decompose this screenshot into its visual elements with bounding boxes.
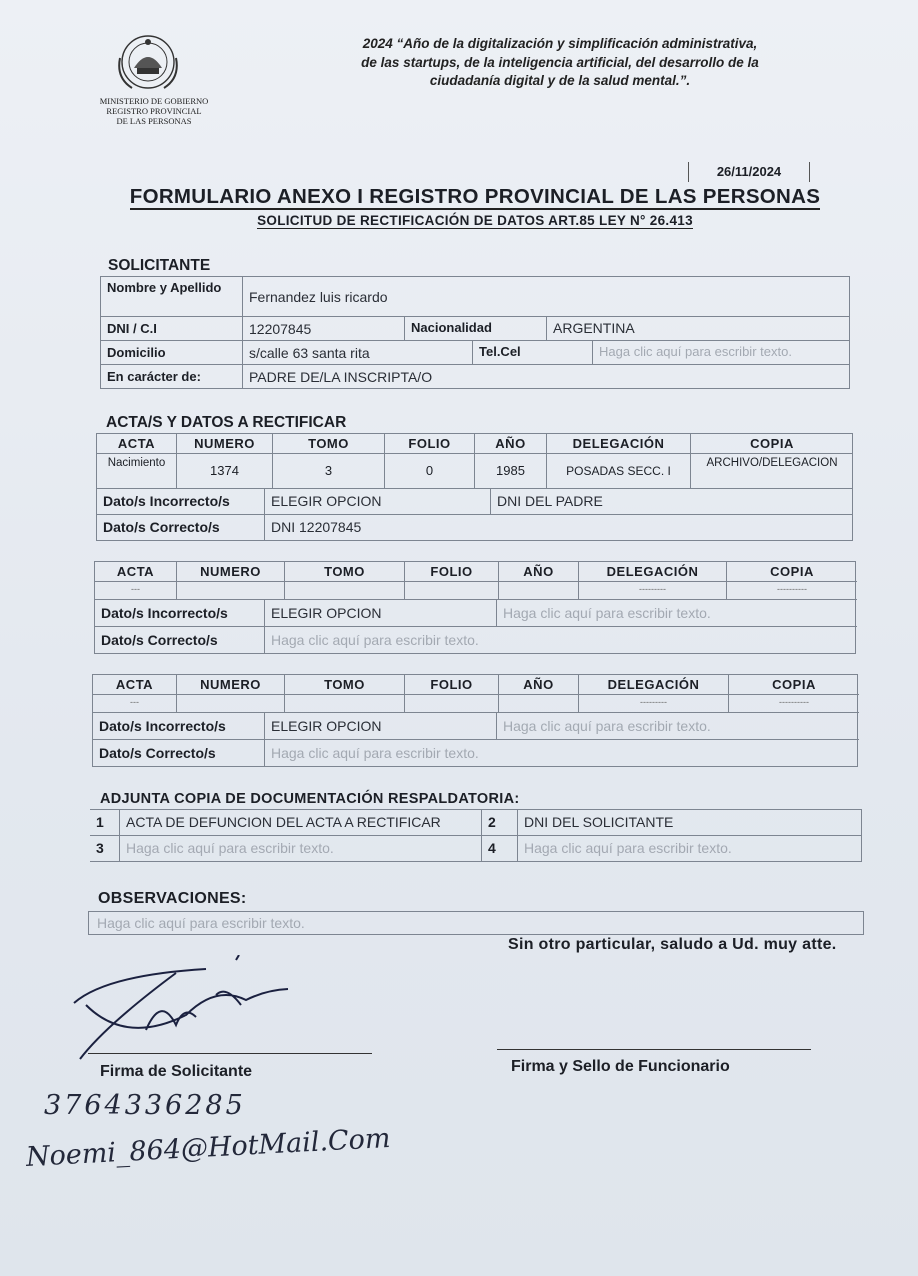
incorrect-label: Dato/s Incorrecto/s (95, 600, 265, 627)
folio-field[interactable] (405, 582, 499, 600)
adjunta-num: 2 (482, 810, 518, 836)
section-title-adjunta: ADJUNTA COPIA DE DOCUMENTACIÓN RESPALDATORIA: (100, 791, 520, 807)
correct-label: Dato/s Correcto/s (93, 740, 265, 767)
delegacion-field[interactable]: --------- (579, 582, 727, 600)
numero-field[interactable]: 1374 (177, 454, 273, 489)
nacionalidad-label: Nacionalidad (405, 317, 547, 341)
nombre-label: Nombre y Apellido (101, 277, 243, 317)
nombre-field[interactable]: Fernandez luis ricardo (243, 277, 850, 317)
slogan (300, 35, 820, 91)
copia-field[interactable]: ---------- (727, 582, 857, 600)
tomo-field[interactable] (285, 695, 405, 713)
solicitante-table (100, 276, 850, 389)
tomo-field[interactable]: 3 (273, 454, 385, 489)
col-tomo: TOMO (273, 434, 385, 454)
col-delegacion: DELEGACIÓN (579, 562, 727, 582)
caracter-label: En carácter de: (101, 365, 243, 389)
firma-funcionario-label: Firma y Sello de Funcionario (511, 1058, 730, 1075)
folio-field[interactable]: 0 (385, 454, 475, 489)
acta-field[interactable]: --- (93, 695, 177, 713)
adjunta-num: 4 (482, 836, 518, 862)
incorrect-option-select[interactable]: ELEGIR OPCION (265, 489, 491, 515)
signature-line-funcionario (497, 1049, 811, 1050)
adjunta-item-field[interactable]: Haga clic aquí para escribir texto. (120, 836, 482, 862)
closing-text: Sin otro particular, saludo a Ud. muy atte. (508, 936, 837, 953)
incorrect-option-select[interactable]: ELEGIR OPCION (265, 713, 497, 740)
ministry-line: MINISTERIO DE GOBIERNO (99, 96, 209, 106)
anio-field[interactable]: 1985 (475, 454, 547, 489)
correct-text-field[interactable]: Haga clic aquí para escribir texto. (271, 632, 479, 648)
adjunta-item-field[interactable]: Haga clic aquí para escribir texto. (524, 840, 732, 856)
col-copia: COPIA (691, 434, 853, 454)
nacionalidad-field[interactable]: ARGENTINA (547, 317, 850, 341)
correct-text-field[interactable]: DNI 12207845 (271, 519, 362, 535)
form-subtitle (60, 213, 890, 228)
col-anio: AÑO (499, 562, 579, 582)
numero-field[interactable] (177, 582, 285, 600)
delegacion-field[interactable]: --------- (579, 695, 729, 713)
domicilio-label: Domicilio (101, 341, 243, 365)
col-folio: FOLIO (385, 434, 475, 454)
firma-solicitante-label: Firma de Solicitante (100, 1063, 253, 1080)
col-delegacion: DELEGACIÓN (547, 434, 691, 454)
incorrect-label: Dato/s Incorrecto/s (93, 713, 265, 740)
acta-block-3 (92, 674, 858, 767)
col-numero: NUMERO (177, 434, 273, 454)
col-acta: ACTA (97, 434, 177, 454)
form-title (60, 185, 890, 209)
adjunta-item-field[interactable]: DNI DEL SOLICITANTE (518, 810, 861, 836)
anio-field[interactable] (499, 695, 579, 713)
slogan-line: de las startups, de la inteligencia artificial, del desarrollo de la (361, 54, 759, 70)
adjunta-num: 3 (90, 836, 120, 862)
col-anio: AÑO (499, 675, 579, 695)
section-title-observaciones: OBSERVACIONES: (98, 890, 247, 907)
col-tomo: TOMO (285, 675, 405, 695)
col-tomo: TOMO (285, 562, 405, 582)
col-copia: COPIA (729, 675, 859, 695)
col-copia: COPIA (727, 562, 857, 582)
ministry-line: REGISTRO PROVINCIAL (106, 106, 202, 116)
col-folio: FOLIO (405, 562, 499, 582)
handwritten-email: Noemi_864@HotMail.Com (25, 1122, 392, 1173)
col-acta: ACTA (93, 675, 177, 695)
incorrect-text-field[interactable]: Haga clic aquí para escribir texto. (497, 713, 859, 740)
domicilio-field[interactable]: s/calle 63 santa rita (243, 341, 473, 365)
date-field[interactable]: 26/11/2024 (688, 162, 810, 182)
telcel-label: Tel.Cel (473, 341, 593, 365)
col-anio: AÑO (475, 434, 547, 454)
col-delegacion: DELEGACIÓN (579, 675, 729, 695)
ministry-heading (88, 96, 220, 126)
ministry-line: DE LAS PERSONAS (116, 116, 192, 126)
signature-icon (66, 955, 296, 1065)
incorrect-label: Dato/s Incorrecto/s (97, 489, 265, 515)
adjunta-item-field[interactable]: ACTA DE DEFUNCION DEL ACTA A RECTIFICAR (120, 810, 482, 836)
col-numero: NUMERO (177, 675, 285, 695)
copia-field[interactable]: ARCHIVO/DELEGACION (691, 454, 853, 489)
dni-field[interactable]: 12207845 (243, 317, 405, 341)
acta-field[interactable]: Nacimiento (97, 454, 177, 489)
incorrect-text-field[interactable]: Haga clic aquí para escribir texto. (497, 600, 857, 627)
acta-block-1 (96, 433, 853, 541)
acta-field[interactable]: --- (95, 582, 177, 600)
form-title-text: FORMULARIO ANEXO I REGISTRO PROVINCIAL DE LAS PERSONAS (129, 185, 821, 208)
copia-field[interactable]: ---------- (729, 695, 859, 713)
incorrect-text-field[interactable]: DNI DEL PADRE (491, 489, 853, 515)
tomo-field[interactable] (285, 582, 405, 600)
slogan-line: ciudadanía digital y de la salud mental.”. (429, 73, 691, 88)
col-acta: ACTA (95, 562, 177, 582)
col-numero: NUMERO (177, 562, 285, 582)
numero-field[interactable] (177, 695, 285, 713)
section-title-actas: ACTA/S Y DATOS A RECTIFICAR (106, 414, 347, 431)
handwritten-phone: 3764336285 (44, 1090, 246, 1121)
form-subtitle-text: SOLICITUD DE RECTIFICACIÓN DE DATOS ART.85 LEY N° 26.413 (257, 213, 693, 228)
dni-label: DNI / C.I (101, 317, 243, 341)
observaciones-field[interactable]: Haga clic aquí para escribir texto. (88, 911, 864, 935)
acta-block-2 (94, 561, 856, 654)
slogan-line: 2024 “Año de la digitalización y simplificación administrativa, (362, 36, 758, 51)
correct-label: Dato/s Correcto/s (97, 515, 265, 541)
incorrect-option-select[interactable]: ELEGIR OPCION (265, 600, 497, 627)
section-title-solicitante: SOLICITANTE (108, 257, 211, 274)
telcel-field[interactable]: Haga clic aquí para escribir texto. (593, 341, 850, 365)
delegacion-field[interactable]: POSADAS SECC. I (547, 454, 691, 489)
province-seal-icon (112, 28, 184, 98)
caracter-field[interactable]: PADRE DE/LA INSCRIPTA/O (249, 369, 433, 385)
correct-text-field[interactable]: Haga clic aquí para escribir texto. (271, 745, 479, 761)
folio-field[interactable] (405, 695, 499, 713)
adjunta-num: 1 (90, 810, 120, 836)
adjunta-table (90, 809, 862, 862)
col-folio: FOLIO (405, 675, 499, 695)
signature-line-solicitante (88, 1053, 372, 1054)
correct-label: Dato/s Correcto/s (95, 627, 265, 654)
anio-field[interactable] (499, 582, 579, 600)
